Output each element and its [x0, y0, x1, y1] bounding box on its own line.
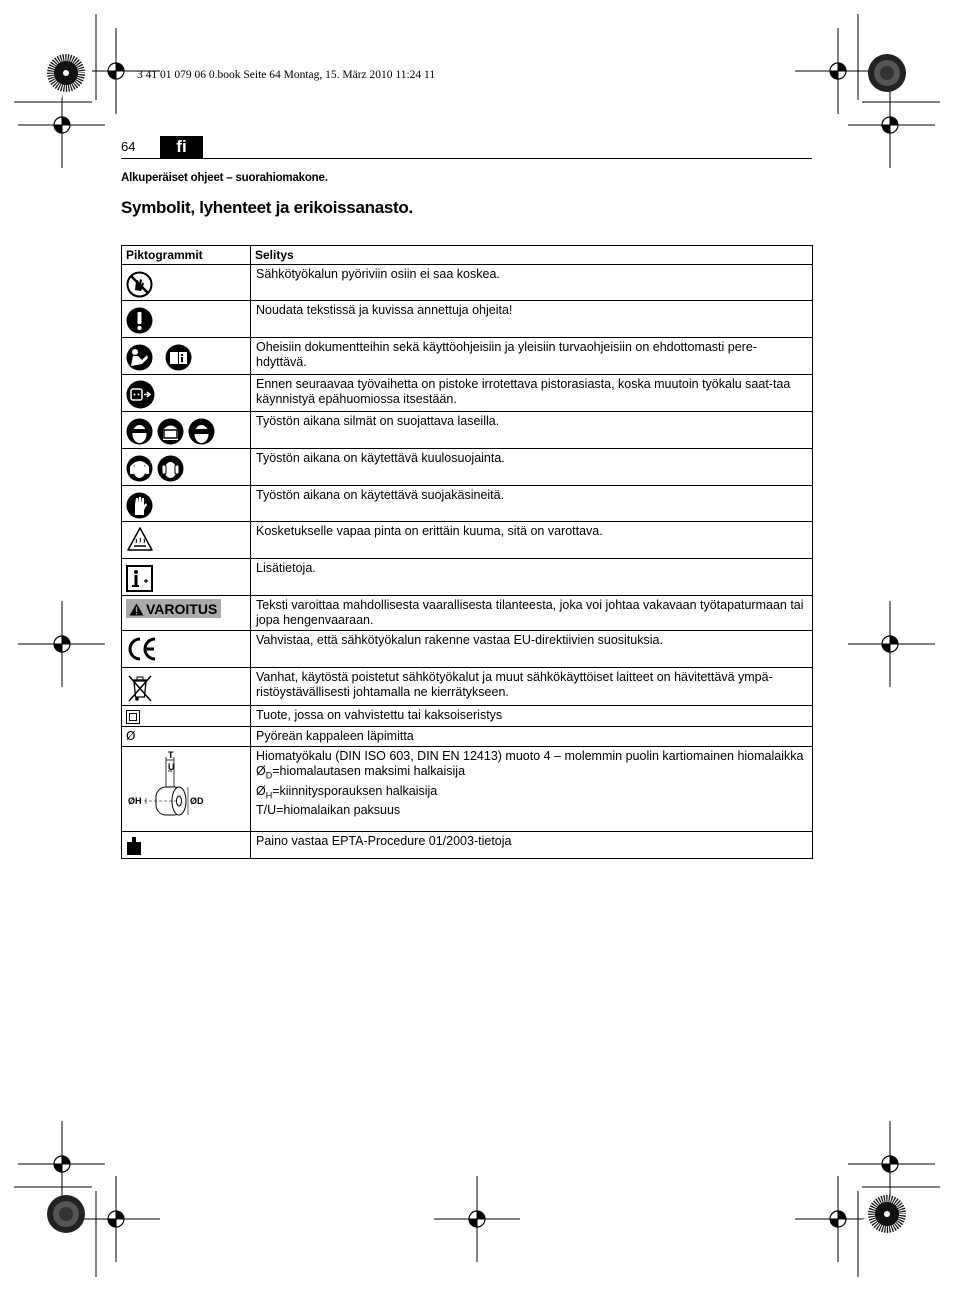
- info-icon: [126, 565, 153, 592]
- file-info-line: 3 41 01 079 06 0.book Seite 64 Montag, 15. März 2010 11:24 11: [137, 69, 436, 81]
- table-row: [122, 727, 813, 747]
- unplug-icon: [126, 380, 155, 409]
- grinder-tu-line: T/U=hiomalaikan paksuus: [256, 803, 401, 817]
- table-row: [122, 596, 813, 631]
- table-row: [122, 412, 813, 449]
- row-text: Vahvistaa, että sähkötyökalun rakenne vastaa EU-direktiivien suosituksia.: [251, 631, 813, 668]
- row-text: Teksti varoittaa mahdollisesta vaarallisesta tilanteesta, joka voi johtaa vakavaan työtapaturmaan tai jopa hengenvaaraan.: [251, 596, 813, 631]
- table-row: [122, 832, 813, 859]
- label-t: T: [168, 750, 174, 760]
- table-row: [122, 747, 813, 832]
- grinding-wheel-diagram: [126, 749, 216, 825]
- section-subtitle: Alkuperäiset ohjeet – suorahiomakone.: [121, 172, 328, 184]
- warning-label-text: VAROITUS: [146, 601, 218, 617]
- row-text: Pyöreän kappaleen läpimitta: [251, 727, 813, 747]
- page-number: 64: [121, 139, 136, 154]
- ear-protection-icon: [126, 455, 153, 482]
- warning-label: [126, 599, 221, 618]
- eye-protection-icon: [126, 418, 153, 445]
- od-subscript: D: [265, 770, 273, 781]
- gloves-icon: [126, 492, 153, 519]
- row-text: Työstön aikana on käytettävä kuulosuojainta.: [251, 449, 813, 486]
- exclamation-icon: [126, 307, 153, 334]
- weee-bin-icon: [126, 673, 154, 703]
- column-header-explanation: Selitys: [251, 246, 813, 265]
- table-row: [122, 301, 813, 338]
- weight-icon: [126, 836, 142, 856]
- table-row: [122, 631, 813, 668]
- hot-surface-icon: [126, 526, 154, 552]
- table-row: [122, 668, 813, 706]
- table-row: [122, 522, 813, 559]
- row-text: Vanhat, käytöstä poistetut sähkötyökalut ja muut sähkökäyttöiset laitteet on hävitettävä ympä-ristöystävällisesti johtamalla ne kierrätykseen.: [251, 668, 813, 706]
- row-text: Paino vastaa EPTA-Procedure 01/2003-tietoja: [251, 832, 813, 859]
- label-od: ØD: [190, 796, 204, 806]
- read-manual-icon: [126, 344, 153, 371]
- row-text: Lisätietoja.: [251, 559, 813, 596]
- do-not-touch-rotating-icon: [126, 271, 153, 298]
- oh-subscript: H: [265, 790, 273, 800]
- diameter-symbol: Ø: [126, 729, 136, 743]
- table-row: [122, 449, 813, 486]
- grinder-od-line: [256, 764, 807, 784]
- language-badge: fi: [160, 136, 203, 158]
- od-symbol: Ø: [256, 764, 266, 778]
- table-row: [122, 338, 813, 375]
- row-text: Työstön aikana silmät on suojattava laseilla.: [251, 412, 813, 449]
- table-row: [122, 375, 813, 412]
- symbols-table: [121, 245, 813, 859]
- oh-symbol: Ø: [256, 783, 266, 798]
- safety-goggles-icon: [188, 418, 215, 445]
- grinder-oh-line: [256, 784, 807, 804]
- table-row: [122, 559, 813, 596]
- grinder-description: Hiomatyökalu (DIN ISO 603, DIN EN 12413) muoto 4 – molemmin puolin kartiomainen hiomalaikka: [256, 749, 804, 763]
- label-oh: ØH: [128, 796, 142, 806]
- ce-mark-icon: [126, 636, 158, 662]
- table-row: [122, 265, 813, 301]
- row-text: Sähkötyökalun pyöriviin osiin ei saa koskea.: [251, 265, 813, 301]
- page-title: Symbolit, lyhenteet ja erikoissanasto.: [121, 198, 413, 217]
- oh-text: =kiinnitysporauksen halkaisija: [272, 783, 438, 798]
- ear-muffs-icon: [157, 455, 184, 482]
- double-insulation-icon: [126, 710, 140, 724]
- row-text: Ennen seuraavaa työvaihetta on pistoke irrotettava pistorasiasta, koska muutoin työkalu saat-taa käynnistyä epähuomiossa itsestään.: [251, 375, 813, 412]
- row-text-grinding-wheel: [251, 747, 813, 832]
- od-text: =hiomalautasen maksimi halkaisija: [272, 764, 466, 778]
- column-header-pictograms: Piktogrammit: [122, 246, 251, 265]
- header-rule: [121, 158, 812, 159]
- row-text: Oheisiin dokumentteihin sekä käyttöohjeisiin ja yleisiin turvaohjeisiin on ehdottomasti pere-hdyttävä.: [251, 338, 813, 375]
- table-row: [122, 486, 813, 522]
- row-text: Kosketukselle vapaa pinta on erittäin kuuma, sitä on varottava.: [251, 522, 813, 559]
- row-text: Noudata tekstissä ja kuvissa annettuja ohjeita!: [251, 301, 813, 338]
- label-u: U: [168, 762, 175, 772]
- table-row: [122, 706, 813, 727]
- warning-triangle-icon: [129, 603, 144, 616]
- table-header-row: [122, 246, 813, 265]
- face-shield-icon: [157, 418, 184, 445]
- row-text: Työstön aikana on käytettävä suojakäsineitä.: [251, 486, 813, 522]
- manual-info-icon: [165, 344, 192, 371]
- row-text: Tuote, jossa on vahvistettu tai kaksoiseristys: [251, 706, 813, 727]
